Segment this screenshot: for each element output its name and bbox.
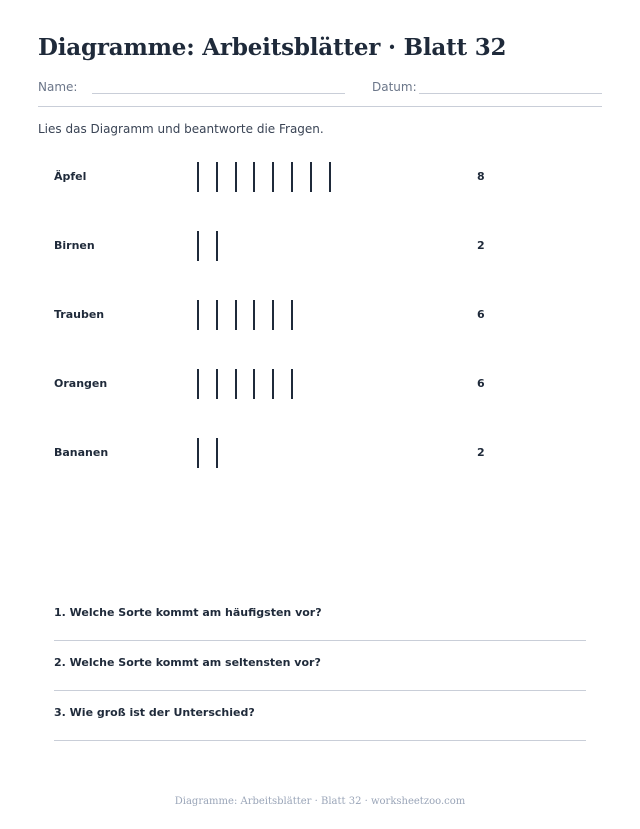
tally-mark <box>216 438 218 468</box>
tally-mark <box>272 300 274 330</box>
tally-mark <box>253 162 255 192</box>
tally-mark <box>197 369 199 399</box>
answer-line-3[interactable] <box>54 740 586 741</box>
tally-mark <box>329 162 331 192</box>
tally-mark <box>216 231 218 261</box>
tally-mark <box>197 162 199 192</box>
question-3: 3. Wie groß ist der Unterschied? <box>54 706 255 719</box>
category-label: Bananen <box>54 446 109 459</box>
tally-mark <box>235 369 237 399</box>
tally-mark <box>235 300 237 330</box>
tally-mark <box>216 162 218 192</box>
tally-mark <box>253 300 255 330</box>
tally-mark <box>291 162 293 192</box>
tally-mark <box>272 162 274 192</box>
tally-mark <box>310 162 312 192</box>
tally-mark <box>235 162 237 192</box>
tally-mark <box>197 438 199 468</box>
tally-mark <box>291 369 293 399</box>
chart-row <box>0 438 640 470</box>
category-label: Orangen <box>54 377 108 390</box>
answer-line-2[interactable] <box>54 690 586 691</box>
category-label: Trauben <box>54 308 105 321</box>
count-value: 8 <box>477 170 485 183</box>
question-1: 1. Welche Sorte kommt am häufigsten vor? <box>54 606 322 619</box>
chart-row <box>0 369 640 401</box>
answer-line-1[interactable] <box>54 640 586 641</box>
tally-mark <box>272 369 274 399</box>
tally-mark <box>197 231 199 261</box>
count-value: 2 <box>477 446 485 459</box>
category-label: Birnen <box>54 239 95 252</box>
tally-mark <box>291 300 293 330</box>
tally-mark <box>216 369 218 399</box>
count-value: 6 <box>477 377 485 390</box>
category-label: Äpfel <box>54 170 87 183</box>
question-2: 2. Welche Sorte kommt am seltensten vor? <box>54 656 321 669</box>
tally-mark <box>197 300 199 330</box>
count-value: 2 <box>477 239 485 252</box>
chart-row <box>0 231 640 263</box>
date-label: Datum: <box>372 80 417 94</box>
tally-mark <box>216 300 218 330</box>
worksheet-title: Diagramme: Arbeitsblätter · Blatt 32 <box>38 34 507 61</box>
page-footer: Diagramme: Arbeitsblätter · Blatt 32 · worksheetzoo.com <box>174 796 466 807</box>
instruction-text: Lies das Diagramm und beantworte die Fragen. <box>38 122 324 136</box>
count-value: 6 <box>477 308 485 321</box>
chart-row <box>0 300 640 332</box>
name-label: Name: <box>38 80 78 94</box>
tally-mark <box>253 369 255 399</box>
chart-row <box>0 162 640 194</box>
